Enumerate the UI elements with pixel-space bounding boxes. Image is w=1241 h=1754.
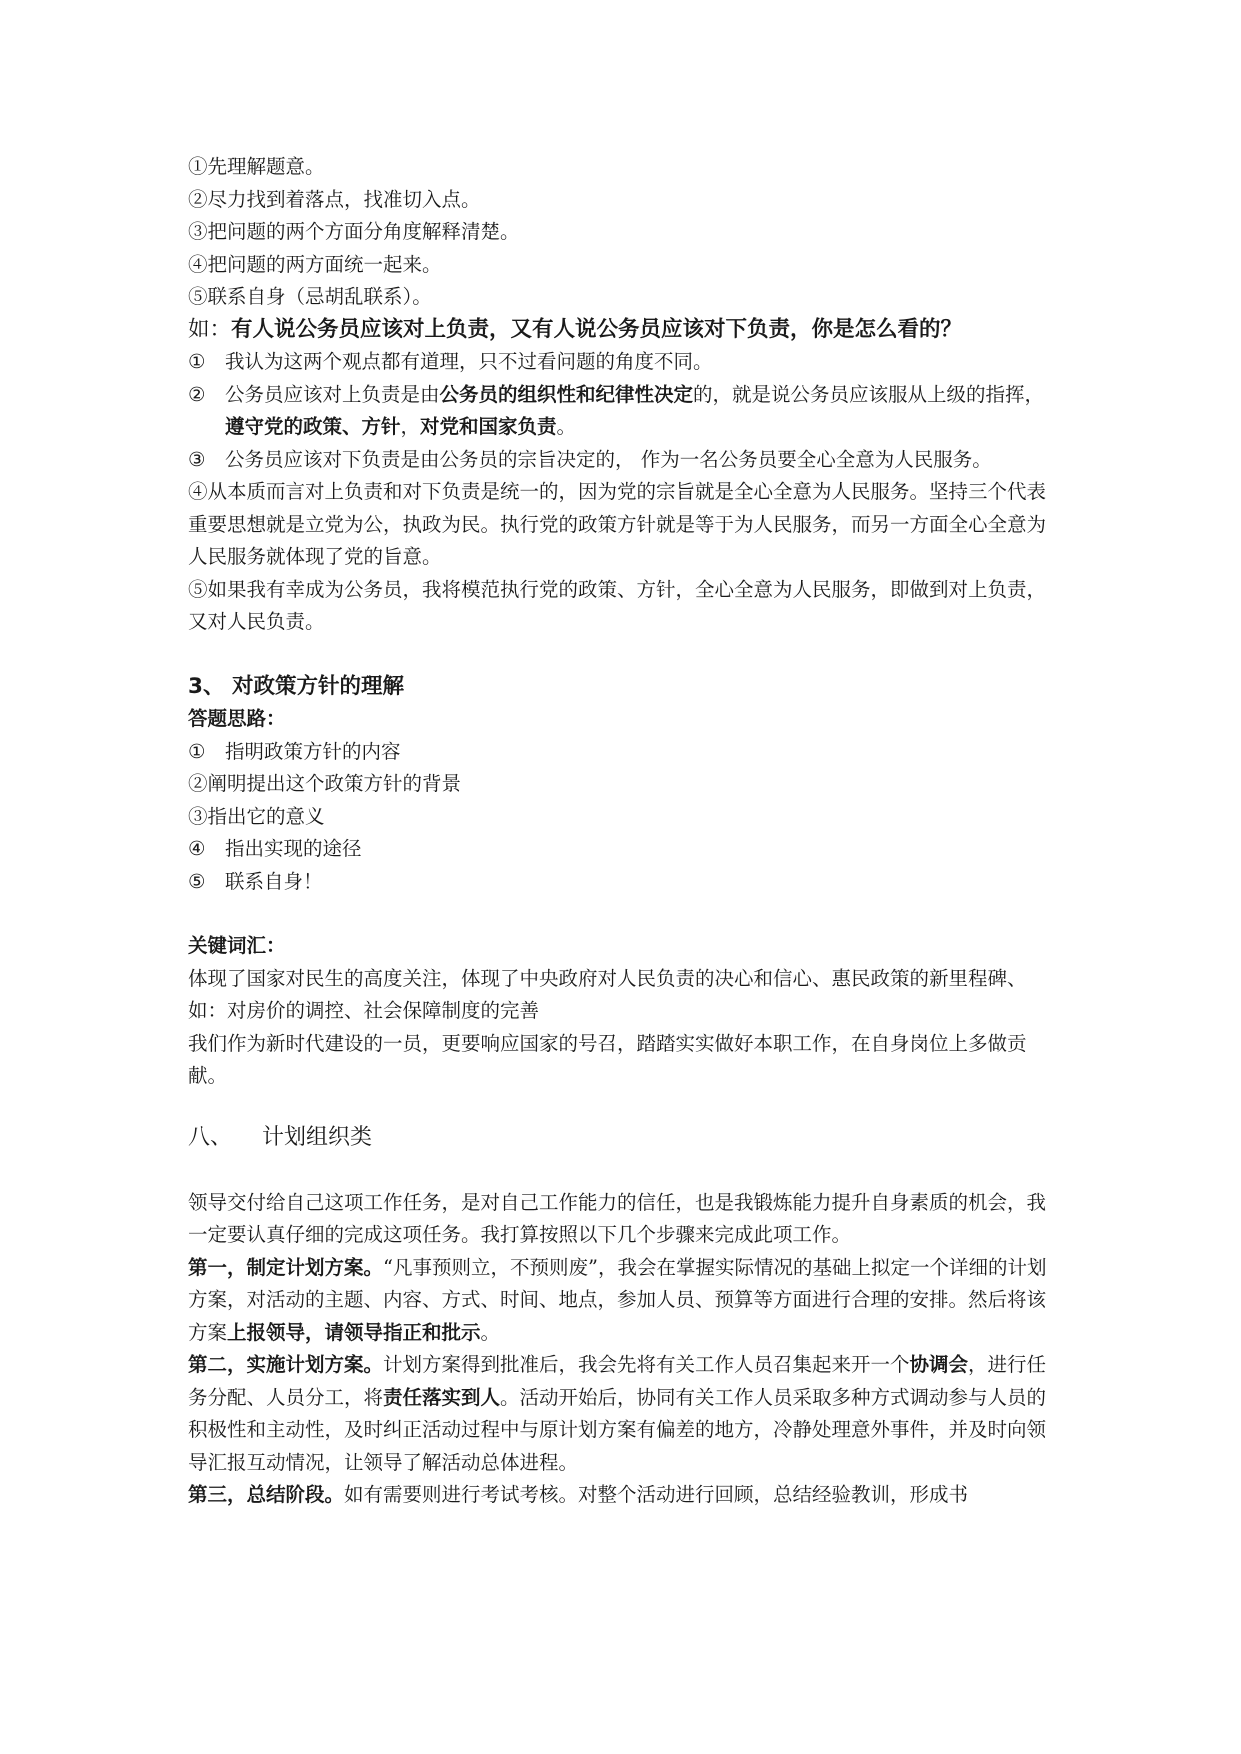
answer-item (188, 444, 1060, 477)
policy-step (188, 833, 1060, 866)
answer-paragraph: ⑤如果我有幸成为公务员，我将模范执行党的政策、方针，全心全意为人民服务，即做到对上负责，又对人民负责。 (188, 577, 1047, 633)
policy-step-text: 阐明提出这个政策方针的背景 (207, 772, 462, 795)
section-number: 八、 (188, 1124, 233, 1150)
plan-step (188, 1252, 1060, 1350)
policy-steps (188, 736, 1060, 899)
policy-step (188, 866, 1060, 899)
plan-step-bold: 协调会 (909, 1353, 969, 1376)
intro-step: ②尽力找到着落点，找准切入点。 (188, 187, 481, 211)
policy-step-number: ① (188, 739, 206, 763)
plan-step-bold: 上报领导，请领导指正和批示 (227, 1320, 481, 1344)
plan-step-text: 计划方案得到批准后，我会先将有关工作人员召集起来开一个 (383, 1353, 910, 1376)
intro-steps (188, 151, 1060, 314)
example-question-text: 有人说公务员应该对上负责，又有人说公务员应该对下负责，你是怎么看的？ (231, 316, 963, 342)
intro-step: ④把问题的两方面统一起来。 (188, 252, 442, 276)
intro-step: ①先理解题意。 (188, 155, 325, 178)
answer-text-bold: 遵守党的政策、方针 (225, 415, 401, 438)
answer-text-part: ， (400, 415, 421, 438)
policy-step-text: 联系自身！ (225, 869, 323, 893)
answer-text-part: 公务员应该对上负责是由 (225, 382, 440, 406)
answer-text: 我认为这两个观点都有道理，只不过看问题的角度不同。 (225, 350, 713, 373)
policy-step-text: 指明政策方针的内容 (225, 739, 401, 763)
policy-step-number: ⑤ (188, 869, 206, 893)
keywords-label: 关键词汇： (188, 934, 286, 957)
plan-step-title: 第三，总结阶段。 (188, 1483, 345, 1506)
policy-step-text: 指出它的意义 (207, 804, 325, 828)
plan-step-title: 第一，制定计划方案。 (188, 1255, 384, 1279)
policy-heading: 3、 对政策方针的理解 (188, 673, 404, 699)
policy-step (188, 768, 1060, 801)
intro-step: ③把问题的两个方面分角度解释清楚。 (188, 220, 520, 243)
example-question (188, 314, 1060, 347)
plan-step-title: 第二，实施计划方案。 (188, 1353, 384, 1376)
answer-text-bold: 对党和国家负责 (420, 415, 557, 438)
answer-item (188, 346, 1060, 379)
policy-step (188, 801, 1060, 834)
answer-text (225, 379, 1060, 444)
answer-text-part: 。 (556, 415, 577, 438)
answer-number: ② (188, 382, 206, 406)
section-intro: 领导交付给自己这项工作任务，是对自己工作能力的信任，也是我锻炼能力提升自身素质的机会，我一定要认真仔细的完成这项任务。我打算按照以下几个步骤来完成此项工作。 (188, 1190, 1047, 1246)
answer-item (188, 379, 1060, 444)
policy-step-number: ③ (188, 804, 208, 828)
approach-label: 答题思路： (188, 707, 286, 730)
policy-step-text: 指出实现的途径 (225, 837, 362, 860)
plan-step-text: “凡事预则立，不预则废”，我会在掌握实际情况的基础上拟定一个详细的计划方案，对活动的主题、内容、方式、时间、地点，参加人员、预算等方面进行合理的安排。然后将该方案 (188, 1255, 1047, 1344)
plan-step-text: 。活动开始后，协同有关工作人员采取多种方式调动参与人员的积极性和主动性，及时纠正活动过程中与原计划方案有偏差的地方，冷静处理意外事件，并及时向领导汇报互动情况，让领导了解活动总体进程。 (188, 1385, 1047, 1474)
example-prefix: 如： (188, 316, 232, 342)
plan-step-bold: 责任落实到人 (383, 1385, 501, 1409)
answer-text: 公务员应该对下负责是由公务员的宗旨决定的， 作为一名公务员要全心全意为人民服务。 (225, 447, 992, 471)
keywords-paragraph: 我们作为新时代建设的一员，更要响应国家的号召，踏踏实实做好本职工作，在自身岗位上多做贡献。 (188, 1031, 1027, 1087)
section-title: 计划组织类 (262, 1124, 373, 1150)
intro-step: ⑤联系自身（忌胡乱联系）。 (188, 285, 432, 308)
plan-step-text: 。 (480, 1320, 501, 1344)
plan-step-text: 如有需要则进行考试考核。对整个活动进行回顾，总结经验教训，形成书 (344, 1483, 969, 1506)
answer-text-part: 的，就是说公务员应该服从上级的指挥， (693, 382, 1045, 406)
answer-number: ③ (188, 447, 206, 471)
section-heading (188, 1121, 1060, 1155)
document-page (188, 151, 1060, 1512)
plan-step (188, 1479, 1060, 1512)
policy-step (188, 736, 1060, 769)
keywords-paragraph: 体现了国家对民生的高度关注，体现了中央政府对人民负责的决心和信心、惠民政策的新里程碑、如：对房价的调控、社会保障制度的完善 (188, 966, 1027, 1022)
policy-step-number: ② (188, 772, 208, 795)
answer-text-bold: 公务员的组织性和纪律性决定 (439, 382, 694, 406)
answer-paragraph: ④从本质而言对上负责和对下负责是统一的，因为党的宗旨就是全心全意为人民服务。坚持三个代表重要思想就是立党为公，执政为民。执行党的政策方针就是等于为人民服务，而另一方面全心全意为人民服务就体现了党的旨意。 (188, 480, 1047, 568)
plan-step (188, 1349, 1060, 1479)
policy-step-number: ④ (188, 837, 206, 860)
answer-number: ① (188, 350, 206, 373)
plan-step-text: ，进行任务分配、人员分工，将 (188, 1353, 1047, 1409)
